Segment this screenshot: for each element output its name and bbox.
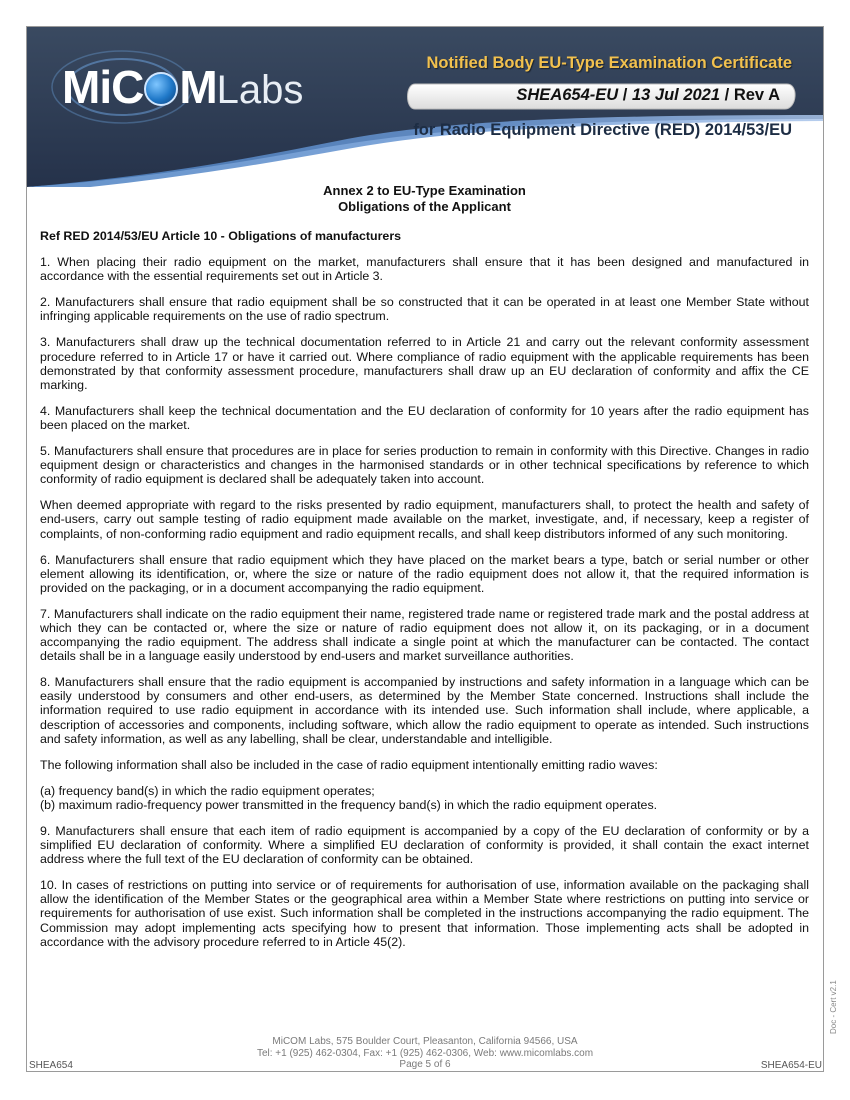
cert-revision: Rev A (733, 86, 780, 104)
annex-title-line-2: Obligations of the Applicant (338, 199, 511, 214)
paragraph-1: 1. When placing their radio equipment on the market, manufacturers shall ensure that it has been designed and manufactured in accordance with the essential requirements set out in Article 3. (40, 255, 809, 284)
directive-line: for Radio Equipment Directive (RED) 2014/53/EU (413, 121, 792, 139)
certificate-reference (516, 86, 780, 105)
list-item: (b) maximum radio-frequency power transmitted in the frequency band(s) in which the radio equipment operates. (40, 797, 658, 812)
page-number: Page 5 of 6 (399, 1059, 451, 1070)
ref-heading: Ref RED 2014/53/EU Article 10 - Obligations of manufacturers (40, 229, 402, 243)
footer-left-code: SHEA654 (29, 1060, 73, 1071)
annex-title-line-1: Annex 2 to EU-Type Examination (323, 183, 526, 198)
footer-address: MiCOM Labs, 575 Boulder Court, Pleasanton, California 94566, USA (272, 1036, 578, 1047)
paragraph-2: 2. Manufacturers shall ensure that radio equipment shall be so constructed that it can be operated in at least one Member State without infringing applicable requirements on the use of radio spectrum. (40, 295, 809, 324)
cert-separator-1: / (622, 86, 628, 104)
cert-number: SHEA654-EU (516, 86, 619, 104)
footer-contact: Tel: +1 (925) 462-0304, Fax: +1 (925) 462-0306, Web: www.micomlabs.com (256, 1047, 594, 1059)
footer-right-code: SHEA654-EU (760, 1060, 822, 1071)
logo-text-labs: Labs (216, 68, 304, 112)
micom-labs-logo (62, 60, 303, 114)
paragraph-9: 9. Manufacturers shall ensure that each item of radio equipment is accompanied by a copy of the EU declaration of conformity or by a simplified EU declaration of conformity. Where a simplified EU declaration of conformity is provided, it shall contain the exact internet address where the full text of the EU declaration of conformity can be obtained. (40, 824, 809, 867)
logo-text-m: M (179, 61, 217, 113)
cert-date: 13 Jul 2021 (631, 86, 721, 104)
paragraph-6: 6. Manufacturers shall ensure that radio equipment which they have placed on the market bears a type, batch or serial number or other element allowing its identification, or, where the size or nature of the radio equipment does not allow it, that the required information is provided on the packaging, or in a document accompanying the radio equipment. (40, 552, 809, 595)
cert-separator-2: / (724, 86, 730, 104)
globe-icon (144, 72, 178, 106)
page-footer (27, 1036, 823, 1071)
doc-version-label: Doc - Cert v2.1 (829, 980, 838, 1034)
radio-info-list (40, 784, 809, 812)
paragraph-8-radio-waves: The following information shall also be included in the case of radio equipment intentionally emitting radio waves: (40, 757, 658, 772)
paragraph-7: 7. Manufacturers shall indicate on the radio equipment their name, registered trade name or registered trade mark and the postal address at which they can be contacted or, where the size or nature of radio equipment does not allow it, on its packaging, or in a document accompanying the radio equipment. The address shall indicate a single point at which the manufacturer can be contacted. The contact details shall be in a language easily understood by end-users and market surveillance authorities. (40, 606, 809, 664)
paragraph-5: 5. Manufacturers shall ensure that procedures are in place for series production to remain in conformity with this Directive. Changes in radio equipment design or characteristics and changes in the harmonised standards or in other technical specifications by reference to which conformity of radio equipment is declared shall be adequately taken into account. (40, 444, 809, 487)
paragraph-10: 10. In cases of restrictions on putting into service or of requirements for authorisation of use, information available on the packaging shall allow the identification of the Member States or the geographical area within a Member State where restrictions on putting into service or requirements for authorisation of use exist. Such information shall be completed in the instructions accompanying the radio equipment. The Commission may adopt implementing acts specifying how to present that information. Those implementing acts shall be adopted in accordance with the advisory procedure referred to in Article 45(2). (40, 878, 809, 949)
paragraph-8: 8. Manufacturers shall ensure that the radio equipment is accompanied by instructions and safety information in a language which can be easily understood by consumers and other end-users, as determined by the Member State concerned. Instructions shall include the information required to use radio equipment in accordance with its intended use. Such information shall include, where applicable, a description of accessories and components, including software, which allow the radio equipment to operate as intended. Such instructions and safety information, as well as any labelling, shall be clear, understandable and intelligible. (40, 675, 809, 746)
annex-title (40, 183, 809, 215)
paragraph-5-continued: When deemed appropriate with regard to the risks presented by radio equipment, manufacturers shall, to protect the health and safety of end-users, carry out sample testing of radio equipment made available on the market, investigate, and, if necessary, keep a register of complaints, of non-conforming radio equipment and radio equipment recalls, and shall keep distributors informed of any such monitoring. (40, 498, 809, 541)
certificate-title: Notified Body EU-Type Examination Certificate (426, 54, 792, 72)
list-item: (a) frequency band(s) in which the radio equipment operates; (40, 783, 375, 798)
logo-text-mic: MiC (62, 61, 144, 113)
paragraph-3: 3. Manufacturers shall draw up the technical documentation referred to in Article 21 and carry out the relevant conformity assessment procedure referred to in Article 17 or have it carried out. Where compliance of radio equipment with the applicable requirements has been demonstrated by that conformity assessment procedure, manufacturers shall draw up an EU declaration of conformity and affix the CE marking. (40, 335, 809, 392)
paragraph-4: 4. Manufacturers shall keep the technical documentation and the EU declaration of conformity for 10 years after the radio equipment has been placed on the market. (40, 403, 809, 432)
document-body (40, 183, 809, 949)
